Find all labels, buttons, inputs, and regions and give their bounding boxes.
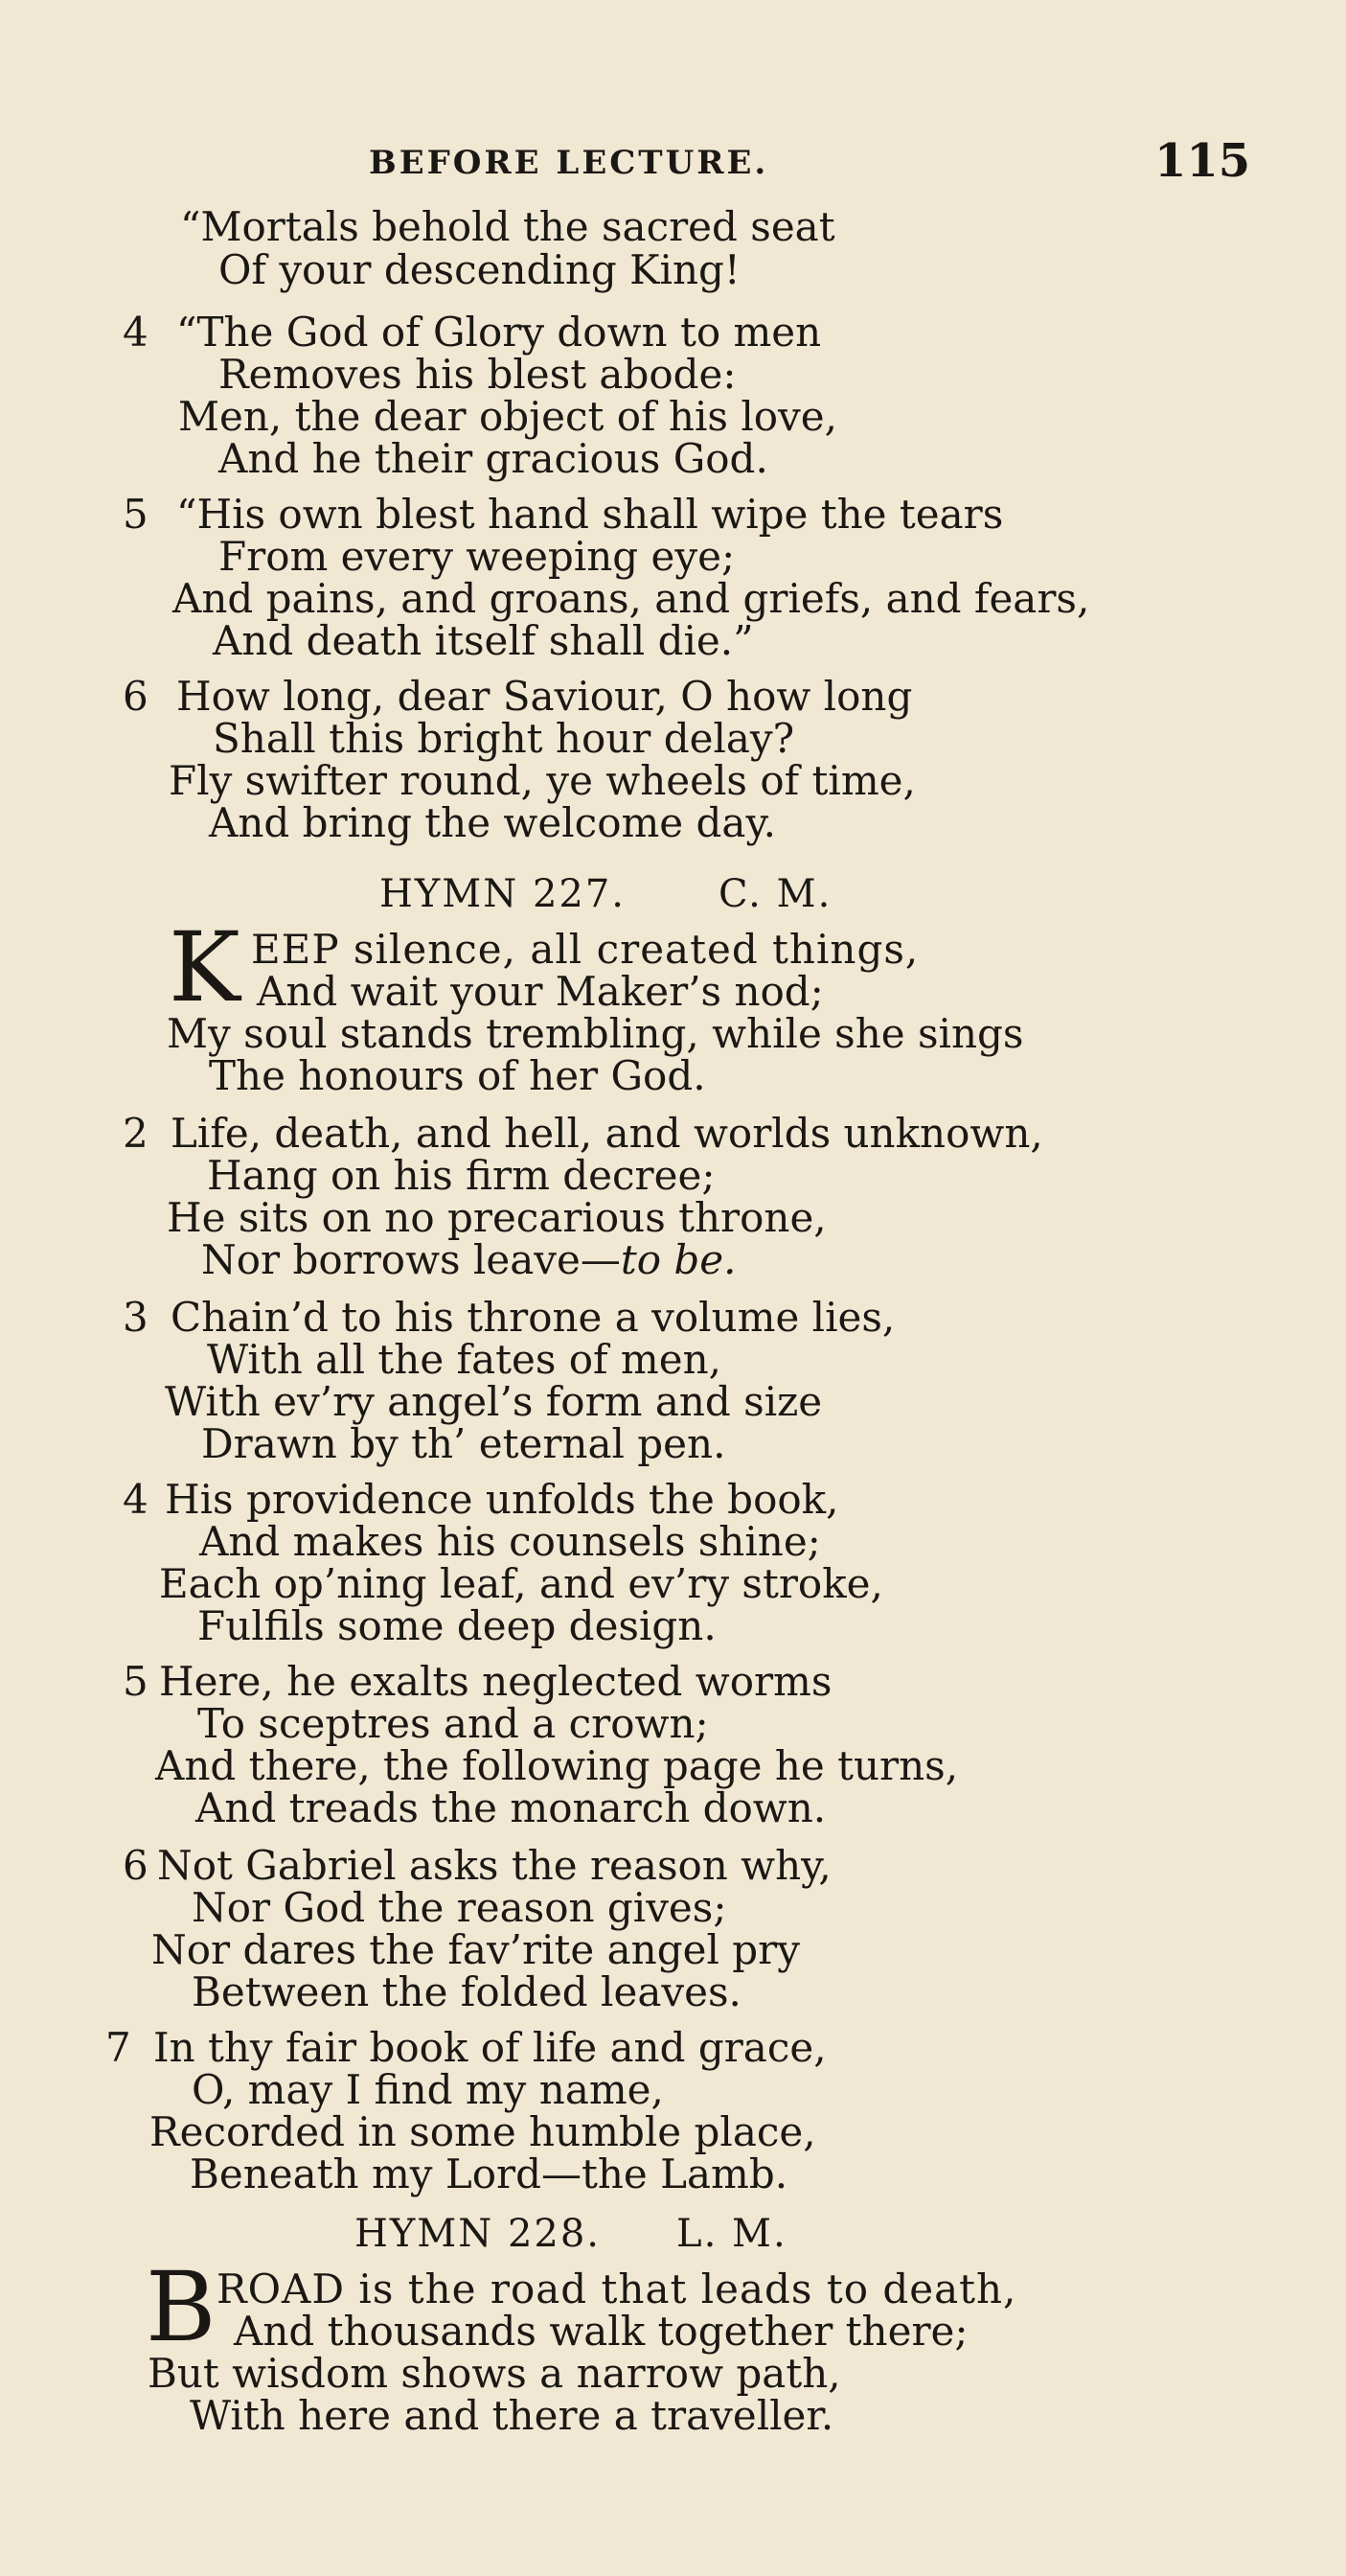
verse-line: Life, death, and hell, and worlds unknown, bbox=[171, 1110, 1043, 1157]
verse-line: He sits on no precarious throne, bbox=[167, 1194, 827, 1241]
verse-line: Shall this bright hour delay? bbox=[213, 715, 795, 762]
verse-line: Drawn by th’ eternal pen. bbox=[201, 1420, 726, 1467]
verse-line: And pains, and groans, and griefs, and fears, bbox=[172, 575, 1090, 622]
stanza-number: 7 bbox=[105, 2024, 131, 2071]
verse-line: Here, he exalts neglected worms bbox=[159, 1658, 833, 1705]
running-head: BEFORE LECTURE. bbox=[369, 144, 769, 182]
verse-line: Recorded in some humble place, bbox=[149, 2108, 816, 2155]
italic-text: to be. bbox=[620, 1236, 737, 1283]
verse-line: How long, dear Saviour, O how long bbox=[176, 673, 913, 720]
verse-line: And thousands walk together there; bbox=[234, 2308, 969, 2355]
stanza-number: 4 bbox=[123, 309, 148, 356]
verse-line: Each op’ning leaf, and ev’ry stroke, bbox=[159, 1560, 883, 1607]
verse-line: Hang on his firm decree; bbox=[207, 1152, 716, 1199]
verse-line: And he their gracious God. bbox=[218, 435, 768, 482]
verse-line: O, may I find my name, bbox=[192, 2066, 664, 2113]
verse-line: And there, the following page he turns, bbox=[155, 1742, 959, 1789]
verse-line: EEP silence, all created things, bbox=[251, 926, 920, 973]
verse-line: Fly swifter round, ye wheels of time, bbox=[169, 757, 916, 804]
verse-line: And makes his counsels shine; bbox=[199, 1518, 821, 1565]
verse-line: Nor dares the fav’rite angel pry bbox=[151, 1926, 800, 1973]
hymn-title: HYMN 228. bbox=[354, 2212, 602, 2256]
hymn-meter: L. M. bbox=[676, 2212, 787, 2256]
verse-line: With ev’ry angel’s form and size bbox=[165, 1378, 823, 1425]
verse-line: Removes his blest abode: bbox=[218, 351, 737, 398]
verse-line: With all the fates of men, bbox=[207, 1336, 722, 1383]
verse-line: In thy fair book of life and grace, bbox=[153, 2024, 827, 2071]
stanza-number: 6 bbox=[123, 1842, 148, 1889]
verse-line: Men, the dear object of his love, bbox=[178, 393, 837, 440]
verse-line: “The God of Glory down to men bbox=[176, 309, 822, 356]
verse-line: Chain’d to his throne a volume lies, bbox=[171, 1294, 896, 1341]
verse-line: Nor God the reason gives; bbox=[192, 1884, 727, 1931]
verse-line: “Mortals behold the sacred seat bbox=[180, 203, 835, 250]
verse-line: And death itself shall die.” bbox=[213, 617, 754, 664]
verse-line: With here and there a traveller. bbox=[190, 2392, 834, 2439]
verse-line: Fulfils some deep design. bbox=[197, 1602, 717, 1649]
stanza-number: 6 bbox=[123, 673, 148, 720]
verse-line: And treads the monarch down. bbox=[195, 1784, 827, 1831]
verse-line: My soul stands trembling, while she sings bbox=[167, 1010, 1024, 1057]
verse-line: Nor borrows leave—to be. bbox=[201, 1236, 737, 1283]
stanza-number: 5 bbox=[123, 1658, 148, 1705]
verse-line: To sceptres and a crown; bbox=[197, 1700, 709, 1747]
page-number: 115 bbox=[1154, 134, 1251, 188]
verse-line: ROAD is the road that leads to death, bbox=[217, 2266, 1017, 2312]
verse-line: Not Gabriel asks the reason why, bbox=[157, 1842, 832, 1889]
drop-cap: B bbox=[146, 2251, 217, 2363]
verse-line: Of your descending King! bbox=[218, 246, 741, 293]
verse-line: “His own blest hand shall wipe the tears bbox=[176, 491, 1004, 538]
hymn-title: HYMN 227. bbox=[379, 872, 627, 916]
stanza-number: 3 bbox=[123, 1294, 148, 1341]
verse-line: Beneath my Lord—the Lamb. bbox=[190, 2150, 788, 2197]
stanza-number: 2 bbox=[123, 1110, 148, 1157]
hymn-meter: C. M. bbox=[719, 872, 833, 916]
stanza-number: 5 bbox=[123, 491, 148, 538]
verse-line: And bring the welcome day. bbox=[209, 799, 776, 846]
verse-line: And wait your Maker’s nod; bbox=[257, 968, 824, 1015]
verse-line: The honours of her God. bbox=[209, 1052, 706, 1099]
stanza-number: 4 bbox=[123, 1476, 148, 1523]
verse-line: From every weeping eye; bbox=[218, 533, 736, 580]
verse-line: His providence unfolds the book, bbox=[165, 1476, 839, 1523]
verse-line: But wisdom shows a narrow path, bbox=[148, 2350, 841, 2397]
verse-line: Between the folded leaves. bbox=[192, 1968, 741, 2015]
drop-cap: K bbox=[169, 911, 240, 1024]
